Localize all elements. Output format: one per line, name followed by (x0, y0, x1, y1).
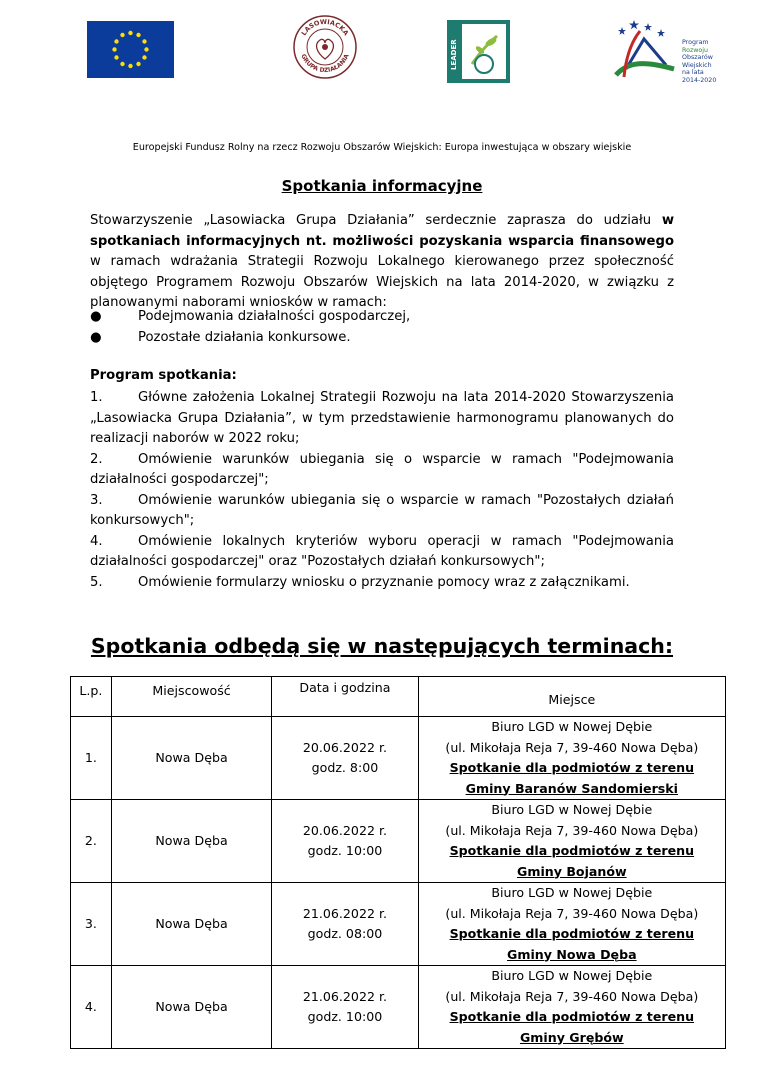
bullet-icon: ● (90, 330, 102, 345)
meeting-label: Spotkanie dla podmiotów z terenu (449, 760, 695, 775)
meeting-label: Spotkanie dla podmiotów z terenu (449, 843, 695, 858)
svg-text:LASOWIACKA: LASOWIACKA (299, 17, 351, 38)
cell-lp: 2. (71, 800, 112, 883)
cell-town: Nowa Dęba (111, 966, 271, 1049)
cell-date (272, 717, 418, 800)
lgd-logo (292, 14, 358, 80)
page-title: Spotkania informacyjne (281, 177, 483, 195)
place-line-2: (ul. Mikołaja Reja 7, 39-460 Nowa Dęba) (445, 905, 699, 921)
place-line-2: (ul. Mikołaja Reja 7, 39-460 Nowa Dęba) (445, 739, 699, 755)
cell-town: Nowa Dęba (111, 717, 271, 800)
header-lp: L.p. (71, 677, 112, 717)
place-line-2: (ul. Mikołaja Reja 7, 39-460 Nowa Dęba) (445, 988, 699, 1004)
gmina-label: Gminy Nowa Dęba (507, 946, 637, 962)
intro-part-2: w ramach wdrażania Strategii Rozwoju Lokalnego kierowanego przez społeczność objętego Programem Rozwoju Obszarów Wiejskich na lata 2014-2020, w związku z planowanymi naborami wniosków w ramach: (90, 254, 674, 310)
place-line-1: Biuro LGD w Nowej Dębie (491, 802, 653, 817)
meeting-label: Spotkanie dla podmiotów z terenu (449, 1009, 695, 1024)
bullet-text: Podejmowania działalności gospodarczej, (138, 309, 411, 324)
header-place: Miejsce (418, 677, 725, 717)
gmina-label: Gminy Grębów (519, 1029, 624, 1045)
program-item-num: 3. (90, 492, 103, 508)
program-item (90, 491, 674, 532)
prow-line-2: Rozwoju (682, 46, 708, 54)
svg-text:GRUPA DZIAŁANIA: GRUPA DZIAŁANIA (299, 53, 351, 75)
time-text: godz. 8:00 (311, 760, 379, 775)
prow-line-4: Wiejskich (682, 61, 712, 69)
date-text: 21.06.2022 r. (302, 988, 387, 1004)
program-item (90, 573, 674, 594)
gmina-label: Gminy Baranów Sandomierski (465, 780, 678, 796)
program-heading: Program spotkania: (90, 368, 237, 383)
program-item-num: 4. (90, 533, 103, 549)
program-item-text: Omówienie lokalnych kryteriów wyboru operacji w ramach "Podejmowania działalności gospodarczej" oraz "Pozostałych działań konkursowych"; (90, 533, 674, 569)
cell-lp: 4. (71, 966, 112, 1049)
eu-flag-logo (87, 21, 174, 78)
schedule-table (70, 676, 726, 1049)
intro-part-1: Stowarzyszenie „Lasowiacka Grupa Działania” serdecznie zaprasza do udziału (90, 213, 662, 228)
prow-logo (606, 17, 720, 83)
table-row (71, 966, 726, 1049)
date-text: 20.06.2022 r. (302, 739, 387, 755)
table-row (71, 800, 726, 883)
bullet-item (90, 330, 351, 345)
header-date: Data i godzina (272, 677, 418, 717)
bullet-item (90, 309, 410, 324)
cell-place (418, 966, 725, 1049)
cell-place (418, 717, 725, 800)
date-text: 21.06.2022 r. (302, 905, 387, 921)
program-list (90, 388, 674, 593)
bullet-icon: ● (90, 309, 102, 324)
program-item-text: Omówienie formularzy wniosku o przyznanie pomocy wraz z załącznikami. (138, 574, 630, 590)
cell-date (272, 966, 418, 1049)
cell-town: Nowa Dęba (111, 800, 271, 883)
fund-line: Europejski Fundusz Rolny na rzecz Rozwoju Obszarów Wiejskich: Europa inwestująca w obszary wiejskie (132, 142, 632, 153)
prow-line-3: Obszarów (682, 54, 713, 62)
program-item-text: Główne założenia Lokalnej Strategii Rozwoju na lata 2014-2020 Stowarzyszenia „Lasowiacka Grupa Działania”, w tym przedstawienie harmonogramu planowanych do realizacji naborów w 2022 roku; (90, 390, 674, 446)
program-item-text: Omówienie warunków ubiegania się o wsparcie w ramach "Pozostałych działań konkursowych"; (90, 492, 674, 528)
prow-line-5: na lata 2014-2020 (682, 69, 717, 84)
cell-place (418, 800, 725, 883)
intro-bold: w spotkaniach informacyjnych nt. możliwości pozyskania wsparcia finansowego (90, 213, 674, 249)
cell-date (272, 883, 418, 966)
place-line-1: Biuro LGD w Nowej Dębie (491, 885, 653, 900)
bullet-text: Pozostałe działania konkursowe. (138, 330, 351, 345)
place-line-1: Biuro LGD w Nowej Dębie (491, 968, 653, 983)
cell-town: Nowa Dęba (111, 883, 271, 966)
meeting-label: Spotkanie dla podmiotów z terenu (449, 926, 695, 941)
program-item-text: Omówienie warunków ubiegania się o wsparcie w ramach "Podejmowania działalności gospodarczej"; (90, 451, 674, 487)
cell-place (418, 883, 725, 966)
prow-label (682, 39, 720, 85)
place-line-1: Biuro LGD w Nowej Dębie (491, 719, 653, 734)
date-text: 20.06.2022 r. (302, 822, 387, 838)
svg-text:LEADER: LEADER (450, 39, 458, 70)
header-town: Miejscowość (111, 677, 271, 717)
gmina-label: Gminy Bojanów (516, 863, 627, 879)
table-row (71, 717, 726, 800)
program-item-num: 2. (90, 451, 103, 467)
leader-logo (447, 20, 510, 83)
time-text: godz. 10:00 (307, 843, 383, 858)
table-header-row (71, 677, 726, 717)
program-item (90, 388, 674, 450)
place-line-2: (ul. Mikołaja Reja 7, 39-460 Nowa Dęba) (445, 822, 699, 838)
table-row (71, 883, 726, 966)
eu-stars-icon (87, 21, 174, 78)
program-item-num: 5. (90, 574, 103, 590)
time-text: godz. 08:00 (307, 926, 383, 941)
program-item (90, 450, 674, 491)
time-text: godz. 10:00 (307, 1009, 383, 1024)
prow-line-1: Program (682, 39, 709, 46)
cell-date (272, 800, 418, 883)
program-item-num: 1. (90, 390, 103, 405)
intro-paragraph (90, 211, 674, 314)
schedule-heading: Spotkania odbędą się w następujących terminach: (90, 634, 674, 658)
cell-lp: 1. (71, 717, 112, 800)
cell-lp: 3. (71, 883, 112, 966)
program-item (90, 532, 674, 573)
